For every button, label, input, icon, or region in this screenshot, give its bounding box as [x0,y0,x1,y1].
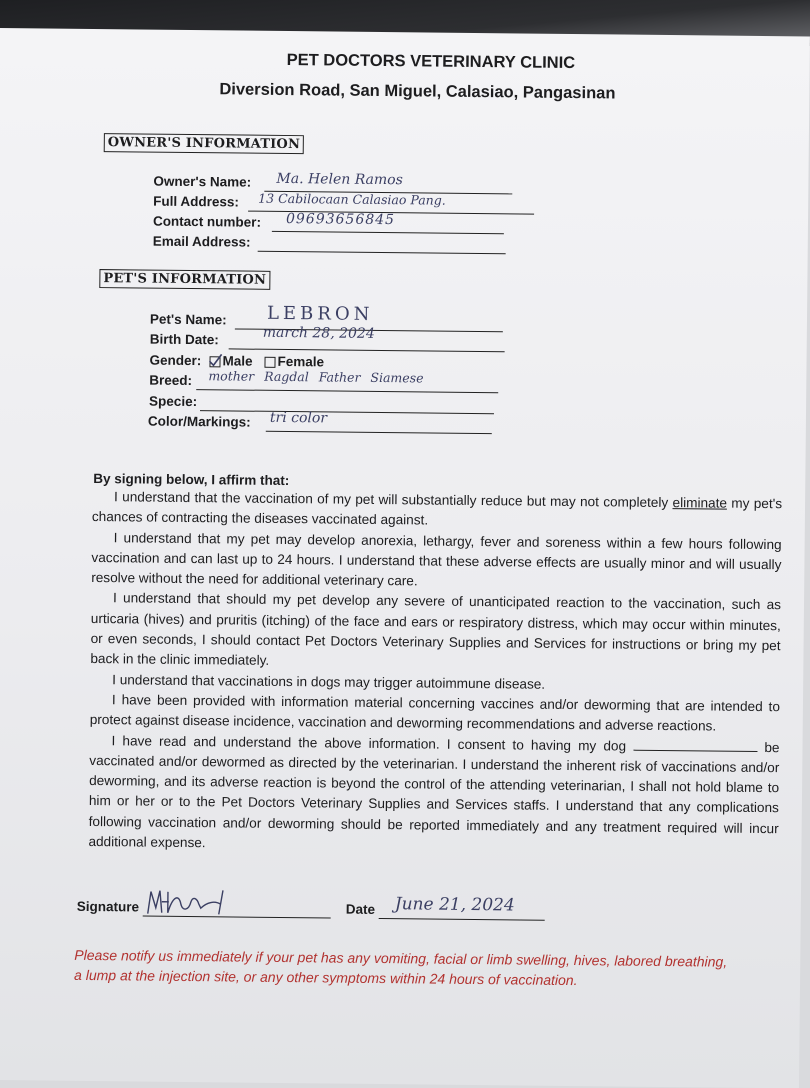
consent-p6-part-a: I have read and understand the above information. I consent to having my dog [111,732,627,754]
handwritten-signature [145,886,235,919]
male-option-label: Male [222,353,253,369]
consent-heading: By signing below, I affirm that: [93,471,290,489]
consent-paragraph-5: I have been provided with information material concerning vaccines and/or deworming that are intended to protect against disease incidence, vaccination and deworming recommendations and adverse reactions. [89,692,781,734]
date-label: Date [345,901,376,917]
consent-p1-underlined: eliminate [672,495,728,511]
consent-paragraph-3: I understand that should my pet develop any severe of unanticipated reaction to the vaccination, such as urticaria (hives) and pruritis (itching) of the face and ears or respiratory distress, which may occur within minutes, or even seconds, I should contact Pet Doctors Veterinary Supplies and Services for instructions or bring my pet back in the clinic immediately. [90,590,782,669]
specie-label: Specie: [149,393,198,410]
email-label: Email Address: [152,233,251,250]
clinic-address: Diversion Road, San Miguel, Calasiao, Pangasinan [219,80,616,103]
address-label: Full Address: [153,193,240,210]
email-line[interactable] [258,251,506,255]
contact-value[interactable]: 09693656845 [285,211,396,229]
signature-label: Signature [76,898,140,915]
consent-form-page [0,28,810,1088]
consent-p6-part-b: be vaccinated and/or dewormed as directed by the veterinarian. I understand the inherent risk of vaccinations and/or deworming, and its adverse reaction is beyond the control of the attending veterinarian, I shall not hold blame to him or her or to the Pet Doctors Veterinary Supplies and Services staffs. I understand that any complications following vaccination and/or deworming should be reported immediately and any treatment required will incur additional expense. [88,739,780,851]
consent-body [88,487,782,860]
color-markings-label: Color/Markings: [147,413,251,430]
color-markings-value[interactable]: tri color [269,409,328,427]
contact-line [272,231,504,234]
breed-value[interactable]: mother Ragdal Father Siamese [208,368,424,386]
consent-paragraph-4: I understand that vaccinations in dogs may trigger autoimmune disease. [112,671,546,692]
birth-date-label: Birth Date: [149,331,219,348]
owner-section-heading: OWNER'S INFORMATION [104,133,304,154]
consent-paragraph-6 [88,731,779,860]
breed-line [196,389,498,393]
birth-date-line [229,348,505,352]
date-value[interactable]: June 21, 2024 [394,894,515,916]
address-value[interactable]: 13 Cabilocaan Calasiao Pang. [258,190,446,208]
consent-paragraph-2: I understand that my pet may develop anorexia, lethargy, fever and soreness within a few hours following vaccination and can last up to 24 hours. I understand that these adverse effects are usually minor and will usually resolve without the need for additional veterinary care. [91,529,782,589]
birth-date-value[interactable]: march 28, 2024 [262,324,375,342]
contact-label: Contact number: [152,213,262,230]
clinic-name: PET DOCTORS VETERINARY CLINIC [286,51,576,73]
owner-name-label: Owner's Name: [153,173,252,190]
consent-p1-part-b: my pet's chances of contracting the diseases vaccinated against. [91,495,783,528]
date-line [379,918,545,921]
female-checkbox[interactable] [264,357,275,368]
breed-label: Breed: [149,372,193,389]
female-option-label: Female [277,353,325,370]
pet-name-value[interactable]: LEBRON [266,302,374,325]
post-vaccination-notice: Please notify us immediately if your pet has any vomiting, facial or limb swelling, hives, labored breathing, a lump at the injection site, or any other symptoms within 24 hours of vaccination. [74,946,728,989]
consent-p1-part-a: I understand that the vaccination of my pet will substantially reduce but may not completely [114,489,673,511]
gender-label: Gender: [149,352,202,369]
color-markings-line [266,431,492,434]
consent-paragraph-1 [92,487,782,535]
pet-section-heading: PET'S INFORMATION [99,269,270,290]
owner-name-value[interactable]: Ma. Helen Ramos [276,170,403,189]
checkmark-icon [207,352,223,368]
dog-name-blank[interactable] [633,738,757,751]
pet-name-label: Pet's Name: [149,311,227,328]
